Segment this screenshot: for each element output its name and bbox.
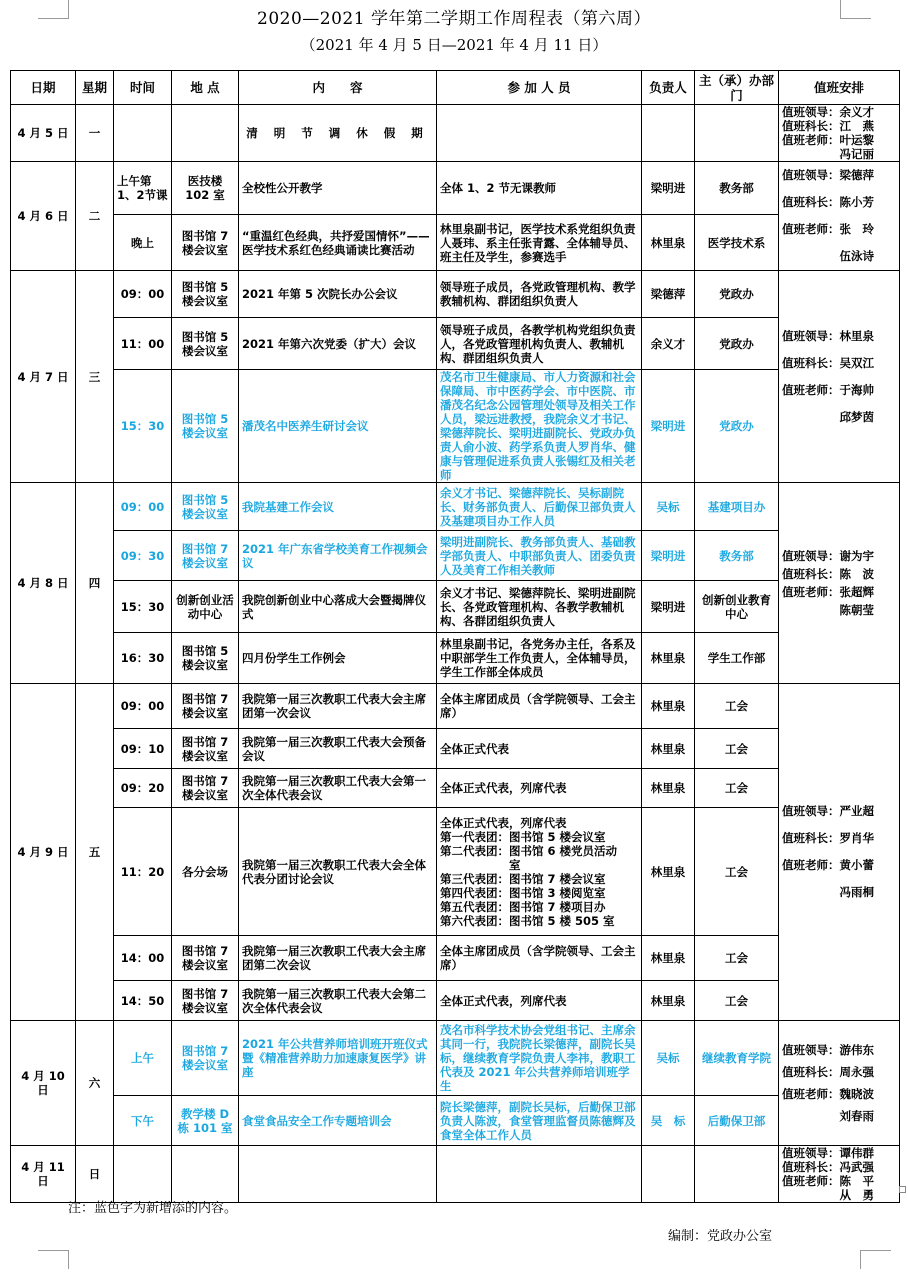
dept-cell: 基建项目办 bbox=[695, 483, 779, 531]
place-cell: 图书馆 7 楼会议室 bbox=[172, 215, 239, 271]
participants-cell: 全体主席团成员（含学院领导、工会主席） bbox=[437, 684, 642, 729]
table-row-new bbox=[11, 531, 900, 581]
dept-cell: 教务部 bbox=[695, 162, 779, 215]
participants-cell: 茂名市卫生健康局、市人力资源和社会保障局、市中医药学会、市中医院、市潘茂名纪念公园管理处领导及相关工作人员，梁远进教授，我院余义才书记、梁德萍院长、梁明进副院长、党政办负责人俞小波、药学系负责人罗肖华、健康与管理促进系负责人张锡红及相关老师 bbox=[437, 370, 642, 483]
header-weekday: 星期 bbox=[76, 71, 114, 105]
header-date: 日期 bbox=[11, 71, 76, 105]
content-cell: 食堂食品安全工作专题培训会 bbox=[239, 1096, 437, 1146]
date-cell: 4 月 9 日 bbox=[11, 684, 76, 1021]
duty-teacher: 值班老师：张 玲 bbox=[782, 222, 874, 236]
duty-teacher-2: 从 勇 bbox=[782, 1188, 874, 1202]
owner-cell bbox=[642, 105, 695, 162]
owner-cell: 林里泉 bbox=[642, 215, 695, 271]
time-cell: 09：20 bbox=[114, 769, 172, 808]
time-cell: 上午 bbox=[114, 1021, 172, 1096]
header-duty: 值班安排 bbox=[779, 71, 900, 105]
participants-cell: 林里泉副书记，医学技术系党组织负责人聂玮、系主任张青露、全体辅导员、班主任及学生，参赛选手 bbox=[437, 215, 642, 271]
participants-line: 第五代表团：图书馆 7 楼项目办 bbox=[440, 899, 606, 914]
table-row bbox=[11, 215, 900, 271]
duty-teacher-2: 邱梦茵 bbox=[782, 409, 874, 424]
schedule-table bbox=[10, 70, 900, 1203]
participants-line: 第四代表团：图书馆 3 楼阅览室 bbox=[440, 885, 606, 900]
content-cell: 清 明 节 调 休 假 期 bbox=[239, 105, 437, 162]
page-subtitle: （2021 年 4 月 5 日—2021 年 4 月 11 日） bbox=[300, 36, 608, 54]
date-cell: 4 月 6 日 bbox=[11, 162, 76, 271]
duty-leader: 值班领导：谭伟群 bbox=[782, 1146, 874, 1160]
weekday-cell: 日 bbox=[76, 1146, 114, 1203]
duty-section-chief: 值班科长：吴双江 bbox=[782, 355, 874, 370]
time-cell: 11：20 bbox=[114, 808, 172, 936]
dept-cell: 继续教育学院 bbox=[695, 1021, 779, 1096]
content-cell: 我院基建工作会议 bbox=[239, 483, 437, 531]
owner-cell: 林里泉 bbox=[642, 936, 695, 981]
dept-cell: 医学技术系 bbox=[695, 215, 779, 271]
place-cell: 医技楼 102 室 bbox=[172, 162, 239, 215]
content-cell: 我院第一届三次教职工代表大会预备会议 bbox=[239, 729, 437, 769]
participants-cell bbox=[437, 1146, 642, 1203]
content-cell: 潘茂名中医养生研讨会议 bbox=[239, 370, 437, 483]
time-cell: 15：30 bbox=[114, 581, 172, 633]
time-cell: 14：50 bbox=[114, 981, 172, 1021]
place-cell: 图书馆 7 楼会议室 bbox=[172, 981, 239, 1021]
dept-cell: 工会 bbox=[695, 936, 779, 981]
owner-cell: 吴标 bbox=[642, 483, 695, 531]
duty-cell bbox=[779, 162, 900, 271]
place-cell: 图书馆 7 楼会议室 bbox=[172, 936, 239, 981]
participants-cell: 全体正式代表，列席代表 bbox=[437, 769, 642, 808]
dept-cell: 创新创业教育中心 bbox=[695, 581, 779, 633]
owner-cell bbox=[642, 1146, 695, 1203]
duty-teacher-2: 伍泳诗 bbox=[782, 249, 874, 263]
owner-cell: 梁明进 bbox=[642, 370, 695, 483]
participants-cell: 全体主席团成员（含学院领导、工会主席） bbox=[437, 936, 642, 981]
participants-cell: 全体 1、2 节无课教师 bbox=[437, 162, 642, 215]
dept-cell: 工会 bbox=[695, 808, 779, 936]
duty-teacher: 值班老师：黄小蕾 bbox=[782, 858, 874, 872]
time-cell: 15：30 bbox=[114, 370, 172, 483]
content-cell: 我院第一届三次教职工代表大会全体代表分团讨论会议 bbox=[239, 808, 437, 936]
content-cell: 2021 年第 5 次院长办公会议 bbox=[239, 271, 437, 318]
dept-cell: 工会 bbox=[695, 729, 779, 769]
place-cell bbox=[172, 1146, 239, 1203]
header-participants: 参 加 人 员 bbox=[437, 71, 642, 105]
table-header-row bbox=[11, 71, 900, 105]
participants-line: 室 bbox=[440, 857, 521, 872]
place-cell: 教学楼 D 栋 101 室 bbox=[172, 1096, 239, 1146]
date-cell: 4 月 8 日 bbox=[11, 483, 76, 684]
table-row-new bbox=[11, 370, 900, 483]
duty-leader: 值班领导：严业超 bbox=[782, 804, 874, 818]
duty-section-chief: 值班科长：陈小芳 bbox=[782, 195, 874, 209]
participants-cell: 余义才书记、梁德萍院长、吴标副院长、财务部负责人、后勤保卫部负责人及基建项目办工作人员 bbox=[437, 483, 642, 531]
owner-cell: 吴标 bbox=[642, 1021, 695, 1096]
duty-teacher-2: 冯记丽 bbox=[782, 147, 874, 161]
table-row-new bbox=[11, 483, 900, 531]
duty-cell bbox=[779, 483, 900, 684]
duty-teacher: 值班老师：魏晓波 bbox=[782, 1087, 874, 1101]
participants-cell: 全体正式代表 bbox=[437, 729, 642, 769]
date-cell: 4 月 5 日 bbox=[11, 105, 76, 162]
place-cell: 各分会场 bbox=[172, 808, 239, 936]
header-owner: 负责人 bbox=[642, 71, 695, 105]
dept-cell bbox=[695, 1146, 779, 1203]
duty-teacher-2: 冯雨桐 bbox=[782, 885, 874, 899]
weekday-cell: 六 bbox=[76, 1021, 114, 1146]
header-content: 内 容 bbox=[239, 71, 437, 105]
content-cell: 2021 年公共营养师培训班开班仪式暨《精准营养助力加速康复医学》讲座 bbox=[239, 1021, 437, 1096]
duty-section-chief: 值班科长：冯武强 bbox=[782, 1160, 874, 1174]
duty-section-chief: 值班科长：江 燕 bbox=[782, 119, 874, 133]
place-cell: 图书馆 5 楼会议室 bbox=[172, 271, 239, 318]
owner-cell: 林里泉 bbox=[642, 633, 695, 684]
time-cell: 09：00 bbox=[114, 271, 172, 318]
owner-cell: 林里泉 bbox=[642, 684, 695, 729]
table-row bbox=[11, 633, 900, 684]
table-row bbox=[11, 162, 900, 215]
table-row bbox=[11, 1146, 900, 1203]
participants-line: 全体正式代表，列席代表 bbox=[440, 815, 567, 830]
content-cell: 四月份学生工作例会 bbox=[239, 633, 437, 684]
table-row bbox=[11, 271, 900, 318]
table-row bbox=[11, 936, 900, 981]
table-row bbox=[11, 981, 900, 1021]
footnote: 注：蓝色字为新增添的内容。 bbox=[68, 1201, 238, 1216]
dept-cell: 党政办 bbox=[695, 318, 779, 370]
table-row bbox=[11, 318, 900, 370]
content-cell: “重温红色经典，共抒爱国情怀”——医学技术系红色经典诵读比赛活动 bbox=[239, 215, 437, 271]
participants-line: 第三代表团：图书馆 7 楼会议室 bbox=[440, 871, 606, 886]
header-dept: 主（承）办部 门 bbox=[695, 71, 779, 105]
duty-leader: 值班领导：林里泉 bbox=[782, 328, 874, 343]
content-cell: 我院第一届三次教职工代表大会主席团第二次会议 bbox=[239, 936, 437, 981]
owner-cell: 林里泉 bbox=[642, 729, 695, 769]
table-resize-handle[interactable] bbox=[899, 1186, 906, 1193]
table-row bbox=[11, 769, 900, 808]
owner-cell: 梁明进 bbox=[642, 531, 695, 581]
duty-cell bbox=[779, 684, 900, 1021]
time-cell: 16：30 bbox=[114, 633, 172, 684]
owner-cell: 林里泉 bbox=[642, 981, 695, 1021]
date-cell: 4 月 10 日 bbox=[11, 1021, 76, 1146]
duty-leader: 值班领导：梁德萍 bbox=[782, 168, 874, 182]
participants-cell: 领导班子成员，各党政管理机构、教学教辅机构、群团组织负责人 bbox=[437, 271, 642, 318]
place-cell: 图书馆 7 楼会议室 bbox=[172, 769, 239, 808]
place-cell: 图书馆 7 楼会议室 bbox=[172, 729, 239, 769]
date-cell: 4 月 11 日 bbox=[11, 1146, 76, 1203]
owner-cell: 林里泉 bbox=[642, 808, 695, 936]
time-cell bbox=[114, 1146, 172, 1203]
time-cell: 09：10 bbox=[114, 729, 172, 769]
dept-cell: 工会 bbox=[695, 769, 779, 808]
content-cell: 2021 年广东省学校美育工作视频会议 bbox=[239, 531, 437, 581]
participants-line: 第六代表团：图书馆 5 楼 505 室 bbox=[440, 913, 615, 928]
duty-section-chief: 值班科长：周永强 bbox=[782, 1065, 874, 1079]
weekday-cell: 五 bbox=[76, 684, 114, 1021]
duty-teacher-2: 陈朝莹 bbox=[782, 603, 874, 617]
dept-cell: 学生工作部 bbox=[695, 633, 779, 684]
duty-teacher: 值班老师：于海帅 bbox=[782, 382, 874, 397]
participants-line: 第一代表团：图书馆 5 楼会议室 bbox=[440, 829, 606, 844]
table-row-new bbox=[11, 1096, 900, 1146]
owner-cell: 梁明进 bbox=[642, 162, 695, 215]
content-cell: 我院第一届三次教职工代表大会主席团第一次会议 bbox=[239, 684, 437, 729]
duty-section-chief: 值班科长：罗肖华 bbox=[782, 831, 874, 845]
owner-cell: 梁德萍 bbox=[642, 271, 695, 318]
time-cell: 09：00 bbox=[114, 483, 172, 531]
dept-cell: 工会 bbox=[695, 981, 779, 1021]
place-cell: 图书馆 7 楼会议室 bbox=[172, 531, 239, 581]
content-cell: 我院第一届三次教职工代表大会第二次全体代表会议 bbox=[239, 981, 437, 1021]
time-cell: 晚上 bbox=[114, 215, 172, 271]
duty-teacher: 值班老师：陈 平 bbox=[782, 1174, 874, 1188]
duty-leader: 值班领导：谢为宇 bbox=[782, 549, 874, 563]
time-cell: 上午第1、2节课 bbox=[114, 162, 172, 215]
page-corner-mark bbox=[38, 1250, 69, 1269]
place-cell: 图书馆 7 楼会议室 bbox=[172, 684, 239, 729]
participants-cell: 茂名市科学技术协会党组书记、主席余其同一行，我院院长梁德萍，副院长吴标，继续教育学院负责人李祎，教职工代表及 2021 年公共营养师培训班学生 bbox=[437, 1021, 642, 1096]
duty-section-chief: 值班科长：陈 波 bbox=[782, 567, 874, 581]
duty-teacher: 值班老师：叶运黎 bbox=[782, 133, 874, 147]
owner-cell: 余义才 bbox=[642, 318, 695, 370]
participants-cell: 领导班子成员，各教学机构党组织负责人，各党政管理机构负责人、教辅机构、群团组织负责人 bbox=[437, 318, 642, 370]
time-cell bbox=[114, 105, 172, 162]
time-cell: 14：00 bbox=[114, 936, 172, 981]
content-cell: 2021 年第六次党委（扩大）会议 bbox=[239, 318, 437, 370]
participants-cell bbox=[437, 105, 642, 162]
participants-cell: 全体正式代表，列席代表 bbox=[437, 981, 642, 1021]
participants-cell bbox=[437, 808, 642, 936]
weekday-cell: 四 bbox=[76, 483, 114, 684]
duty-teacher-2: 刘春雨 bbox=[782, 1109, 874, 1123]
owner-cell: 吴 标 bbox=[642, 1096, 695, 1146]
content-cell: 我院第一届三次教职工代表大会第一次全体代表会议 bbox=[239, 769, 437, 808]
content-cell: 我院创新创业中心落成大会暨揭牌仪式 bbox=[239, 581, 437, 633]
participants-cell: 林里泉副书记，各党务办主任，各系及中职部学生工作负责人，全体辅导员，学生工作部全体成员 bbox=[437, 633, 642, 684]
table-row bbox=[11, 684, 900, 729]
table-row bbox=[11, 808, 900, 936]
weekday-cell: 二 bbox=[76, 162, 114, 271]
participants-line: 第二代表团：图书馆 6 楼党员活动 bbox=[440, 843, 618, 858]
header-time: 时间 bbox=[114, 71, 172, 105]
weekday-cell: 三 bbox=[76, 271, 114, 483]
time-cell: 09：00 bbox=[114, 684, 172, 729]
place-cell: 图书馆 5 楼会议室 bbox=[172, 483, 239, 531]
table-row-new bbox=[11, 1021, 900, 1096]
dept-cell: 教务部 bbox=[695, 531, 779, 581]
duty-teacher: 值班老师：张超辉 bbox=[782, 585, 874, 599]
editor-credit: 编制：党政办公室 bbox=[668, 1229, 773, 1244]
date-cell: 4 月 7 日 bbox=[11, 271, 76, 483]
time-cell: 下午 bbox=[114, 1096, 172, 1146]
place-cell: 图书馆 5 楼会议室 bbox=[172, 318, 239, 370]
owner-cell: 梁明进 bbox=[642, 581, 695, 633]
duty-cell bbox=[779, 1021, 900, 1146]
content-cell bbox=[239, 1146, 437, 1203]
dept-cell bbox=[695, 105, 779, 162]
table-row bbox=[11, 729, 900, 769]
duty-cell bbox=[779, 1146, 900, 1203]
dept-cell: 后勤保卫部 bbox=[695, 1096, 779, 1146]
time-cell: 09：30 bbox=[114, 531, 172, 581]
table-row bbox=[11, 581, 900, 633]
time-cell: 11：00 bbox=[114, 318, 172, 370]
weekday-cell: 一 bbox=[76, 105, 114, 162]
participants-cell: 院长梁德萍，副院长吴标，后勤保卫部负责人陈波，食堂管理监督员陈德辉及食堂全体工作人员 bbox=[437, 1096, 642, 1146]
participants-cell: 梁明进副院长、教务部负责人、基础教学部负责人、中职部负责人、团委负责人及美育工作相关教师 bbox=[437, 531, 642, 581]
page-title: 2020—2021 学年第二学期工作周程表（第六周） bbox=[257, 9, 651, 29]
dept-cell: 党政办 bbox=[695, 271, 779, 318]
duty-leader: 值班领导：游伟东 bbox=[782, 1043, 874, 1057]
content-cell: 全校性公开教学 bbox=[239, 162, 437, 215]
place-cell: 创新创业活动中心 bbox=[172, 581, 239, 633]
place-cell: 图书馆 7 楼会议室 bbox=[172, 1021, 239, 1096]
duty-leader: 值班领导：余义才 bbox=[782, 105, 874, 119]
duty-cell bbox=[779, 105, 900, 162]
page-corner-mark bbox=[860, 1250, 891, 1269]
place-cell: 图书馆 5 楼会议室 bbox=[172, 370, 239, 483]
header-place: 地 点 bbox=[172, 71, 239, 105]
table-row bbox=[11, 105, 900, 162]
dept-cell: 党政办 bbox=[695, 370, 779, 483]
place-cell bbox=[172, 105, 239, 162]
duty-cell bbox=[779, 271, 900, 483]
participants-cell: 余义才书记、梁德萍院长、梁明进副院长、各党政管理机构、各教学教辅机构、各群团组织负责人 bbox=[437, 581, 642, 633]
place-cell: 图书馆 5 楼会议室 bbox=[172, 633, 239, 684]
dept-cell: 工会 bbox=[695, 684, 779, 729]
owner-cell: 林里泉 bbox=[642, 769, 695, 808]
